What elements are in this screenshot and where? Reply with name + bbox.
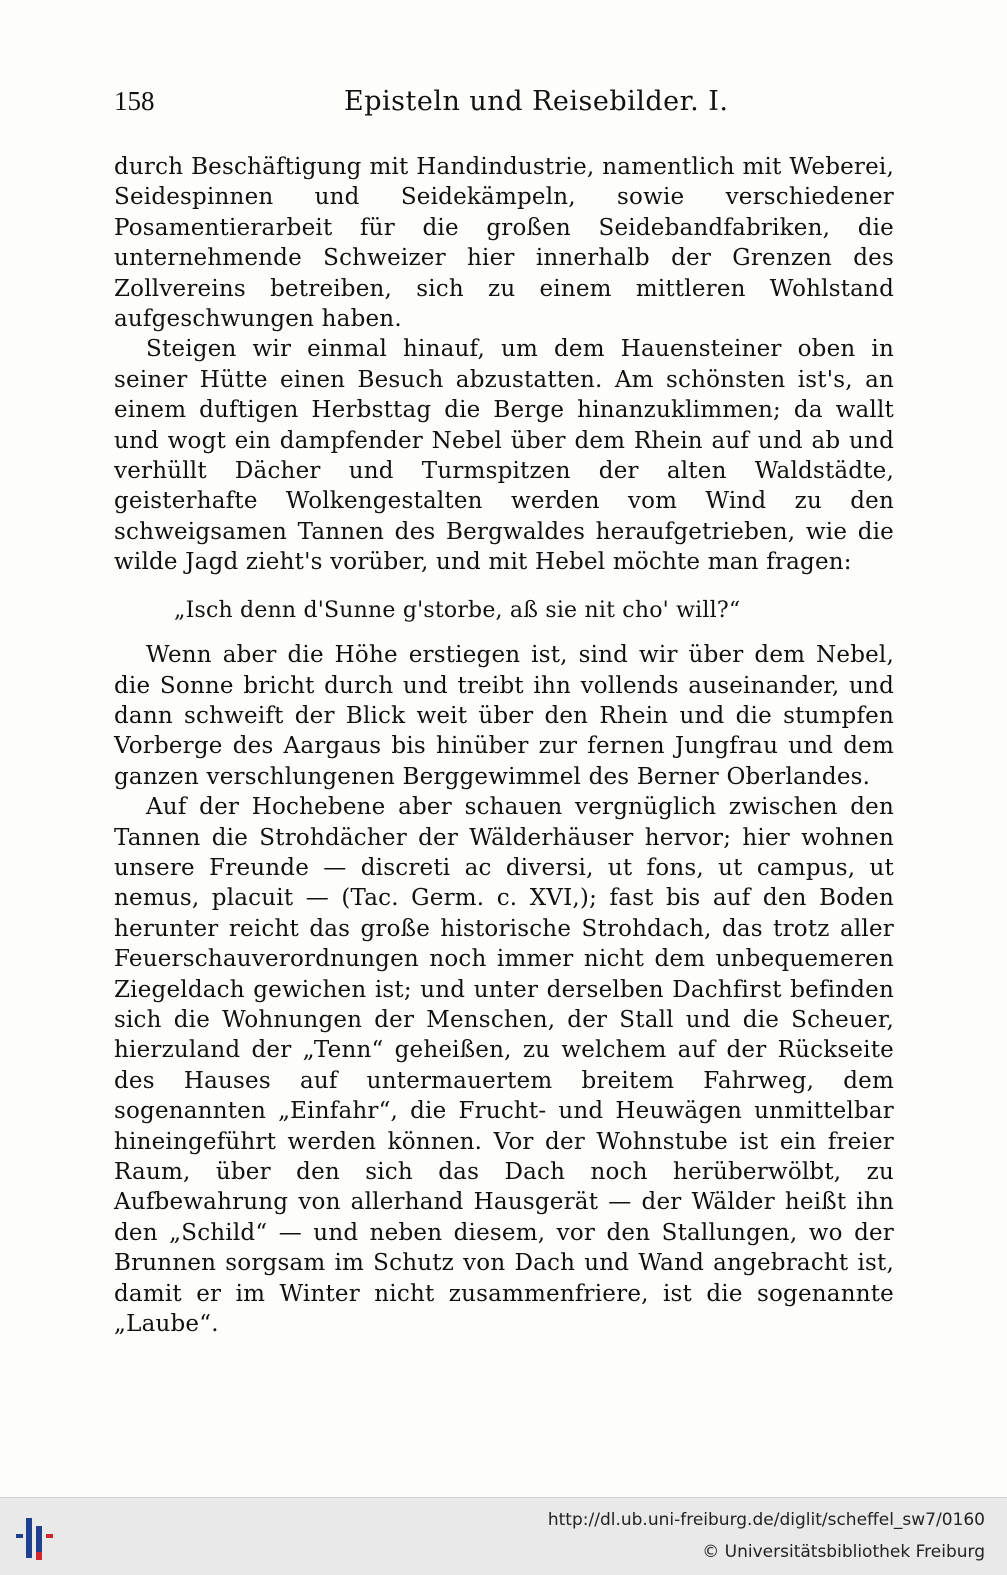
permalink-url[interactable]: http://dl.ub.uni-freiburg.de/diglit/scheffel_sw7/0160: [547, 1510, 985, 1530]
paragraph-3: Wenn aber die Höhe erstiegen ist, sind wir über dem Nebel, die Sonne bricht durch und treibt ihn vollends auseinander, und dann schweift der Blick weit über den Rhein und die stumpfen Vorberge des Aargaus bis hinüber zur fernen Jungfrau und dem ganzen verschlungenen Berggewimmel des Berner Oberlandes.: [114, 642, 894, 790]
viewer-footer: [0, 1497, 1007, 1575]
paragraph-1: durch Beschäftigung mit Handindustrie, namentlich mit Weberei, Seidespinnen und Seidekämpeln, sowie verschiedener Posamentierarbeit für die großen Seidebandfabriken, die unternehmende Schweizer hier innerhalb der Grenzen des Zollvereins betreiben, sich zu einem mittleren Wohlstand aufgeschwungen haben.: [114, 154, 894, 333]
page-header: [114, 86, 894, 126]
paragraph-2: Steigen wir einmal hinauf, um dem Hauensteiner oben in seiner Hütte einen Besuch abzustatten. Am schönsten ist's, an einem duftigen Herbsttag die Berge hinanzuklimmen; da wallt und wogt ein dampfender Nebel über dem Rhein auf und ab und verhüllt Dächer und Turmspitzen der alten Waldstädte, geisterhafte Wolkengestalten werden vom Wind zu den schweigsamen Tannen des Bergwaldes heraufgetrieben, wie die wilde Jagd zieht's vorüber, und mit Hebel möchte man fragen:: [114, 336, 894, 576]
copyright-notice: © Universitätsbibliothek Freiburg: [702, 1542, 985, 1562]
paragraph-4: Auf der Hochebene aber schauen vergnüglich zwischen den Tannen die Strohdächer der Wälderhäuser hervor; hier wohnen unsere Freunde — discreti ac diversi, ut fons, ut campus, ut nemus, placuit — (Tac. Germ. c. XVI,); fast bis auf den Boden herunter reicht das große historische Strohdach, das trotz aller Feuerschauverordnungen noch immer nicht dem unbequemeren Ziegeldach gewichen ist; und unter derselben Dachfirst befinden sich die Wohnungen der Menschen, der Stall und die Scheuer, hierzuland der „Tenn“ geheißen, zu welchem auf der Rückseite des Hauses auf untermauertem breitem Fahrweg, dem sogenannten „Einfahr“, die Frucht- und Heuwägen unmittelbar hineingeführt werden können. Vor der Wohnstube ist ein freier Raum, über den sich das Dach noch herüberwölbt, zu Aufbewahrung von allerhand Hausgerät — der Wälder heißt ihn den „Schild“ — und neben diesem, vor den Stallungen, wo der Brunnen sorgsam im Schutz von Dach und Wand angebracht ist, damit er im Winter nicht zusammenfriere, ist die sogenannte „Laube“.: [114, 794, 894, 1338]
quotation: „Isch denn d'Sunne g'storbe, aß sie nit cho' will?“: [174, 597, 741, 623]
page-number: 158: [114, 86, 155, 116]
running-title: Episteln und Reisebilder. I.: [344, 86, 729, 117]
body-text: [114, 152, 894, 1339]
ub-freiburg-logo-icon: [12, 1512, 62, 1564]
